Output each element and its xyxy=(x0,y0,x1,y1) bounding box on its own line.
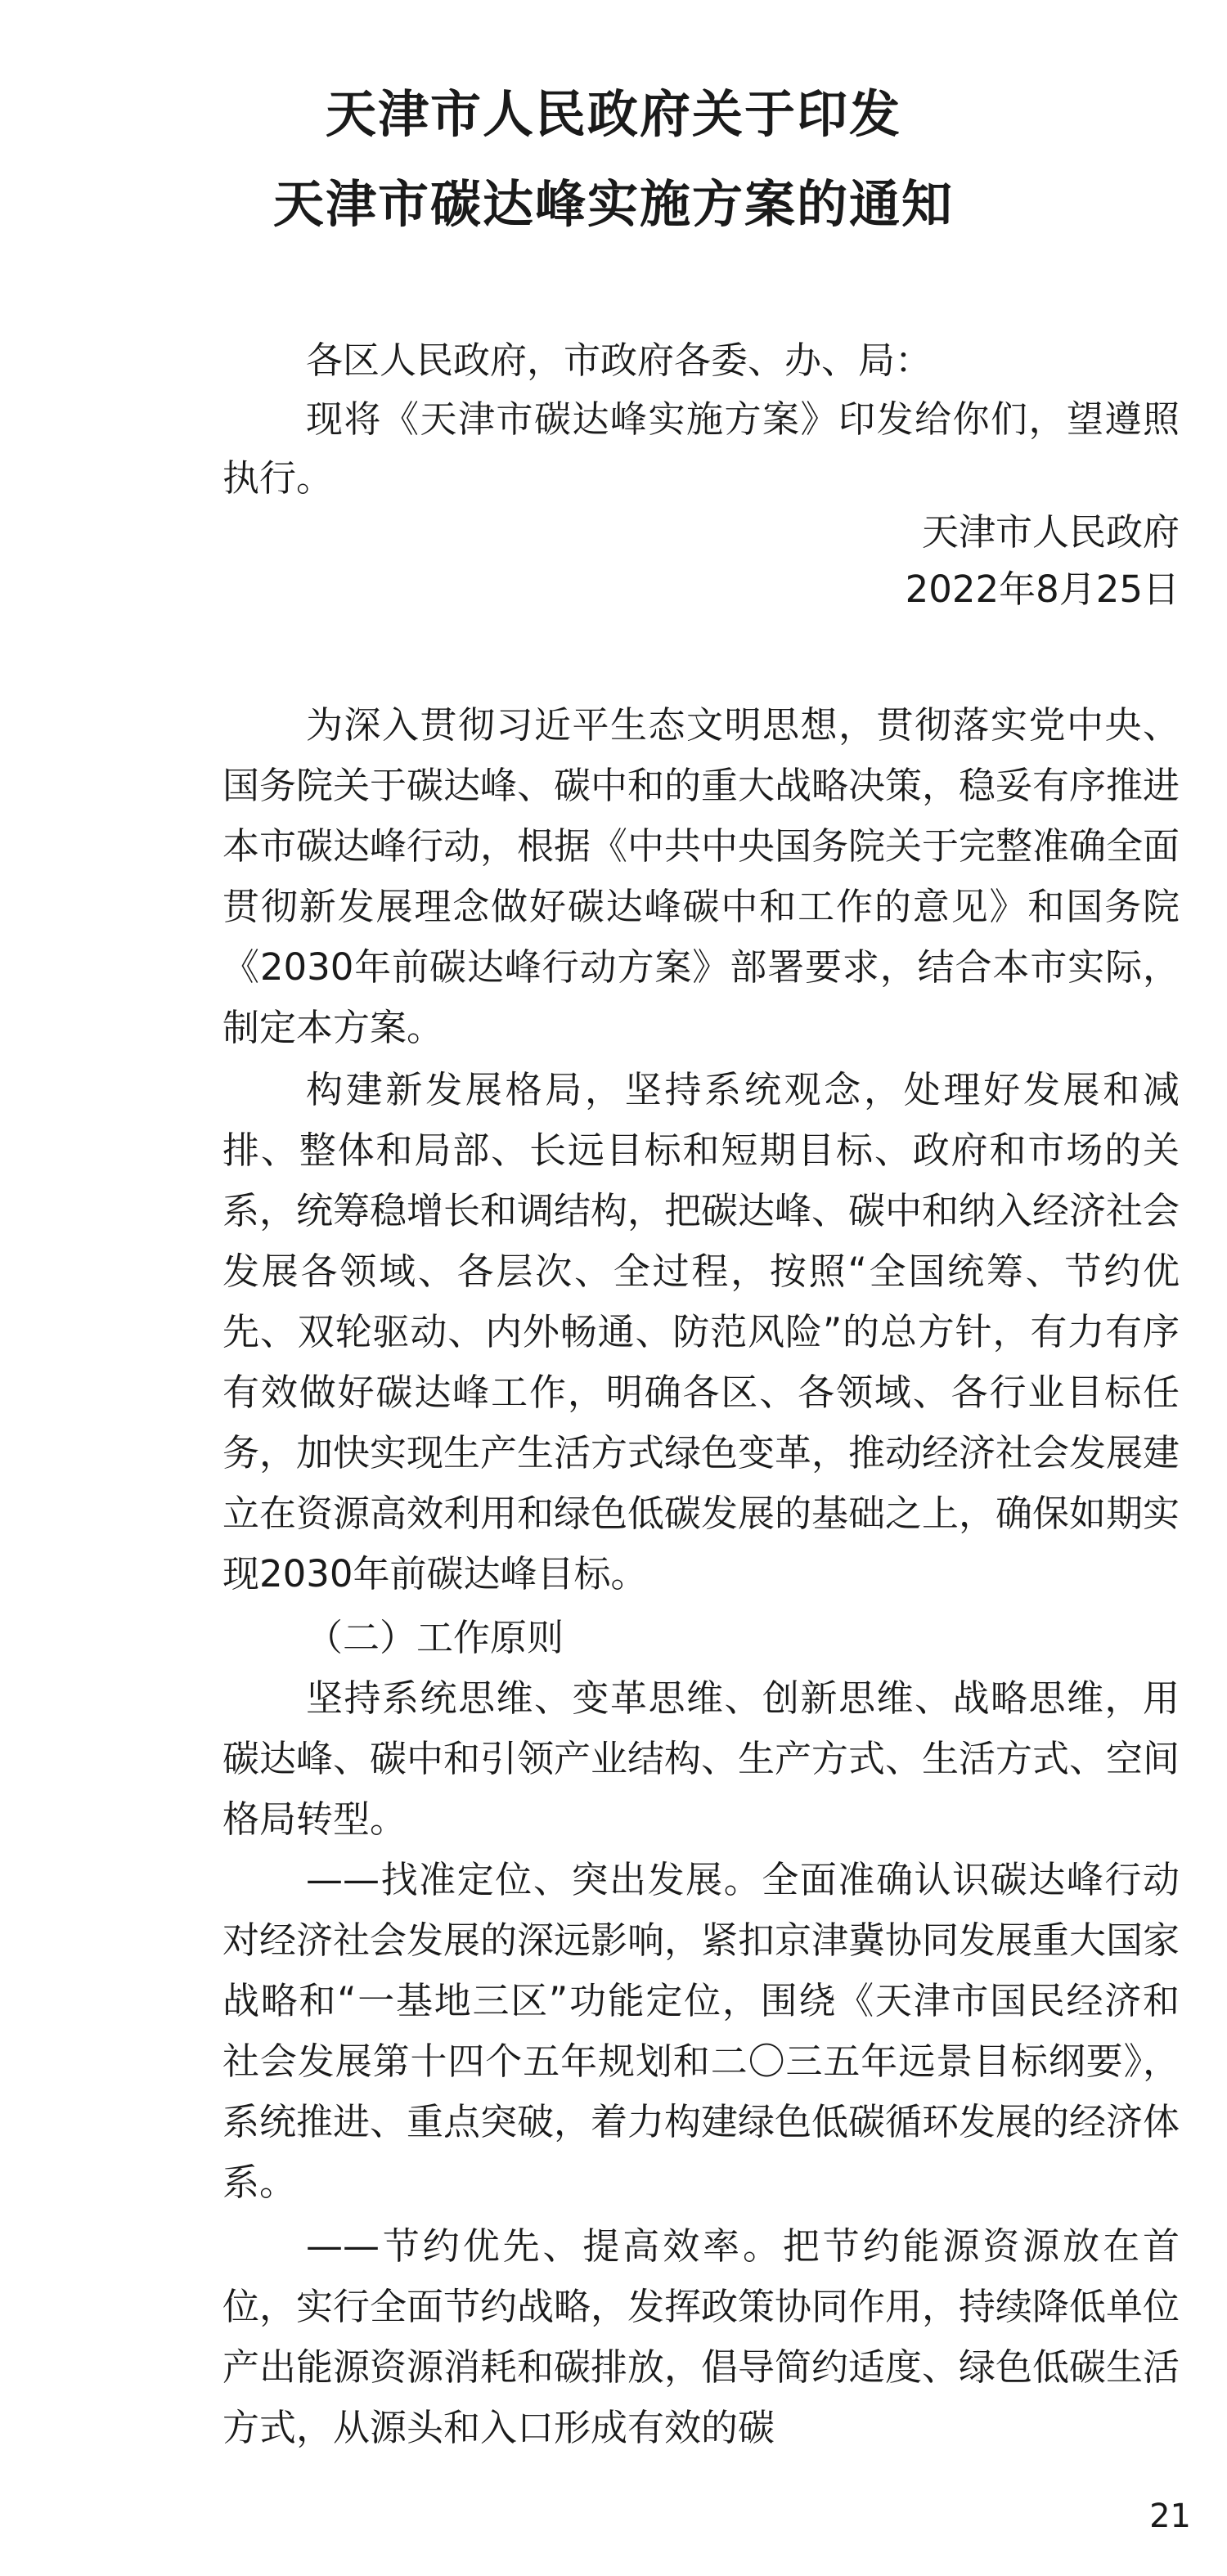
paragraph-conservation: ——节约优先、提高效率。把节约能源资源放在首位，实行全面节约战略，发挥政策协同作用，持续降低单位产出能源资源消耗和碳排放，倡导简约适度、绿色低碳生活方式，从源头和入口形成有效的碳 xyxy=(222,2224,1180,2449)
addressee: 各区人民政府，市政府各委、办、局： xyxy=(306,339,933,382)
paragraph-intro: 为深入贯彻习近平生态文明思想，贯彻落实党中央、国务院关于碳达峰、碳中和的重大战略决策，稳妥有序推进本市碳达峰行动，根据《中共中央国务院关于完整准确全面贯彻新发展理念做好碳达峰碳中和工作的意见》和国务院《2030年前碳达峰行动方案》部署要求，结合本市实际，制定本方案。 xyxy=(222,703,1180,1049)
document-title-line-2: 天津市碳达峰实施方案的通知 xyxy=(272,174,954,234)
section-heading-principles: （二）工作原则 xyxy=(306,1616,564,1659)
issuer-signature: 天津市人民政府 xyxy=(921,510,1180,554)
paragraph-positioning: ——找准定位、突出发展。全面准确认识碳达峰行动对经济社会发展的深远影响，紧扣京津冀协同发展重大国家战略和“一基地三区”功能定位，围绕《天津市国民经济和社会发展第十四个五年规划和二〇三五年远景目标纲要》，系统推进、重点突破，着力构建绿色低碳循环发展的经济体系。 xyxy=(222,1858,1180,2204)
issue-date: 2022年8月25日 xyxy=(905,568,1180,611)
notice-body: 现将《天津市碳达峰实施方案》印发给你们，望遵照执行。 xyxy=(222,397,1180,500)
document-title-line-1: 天津市人民政府关于印发 xyxy=(325,84,901,144)
paragraph-system-thinking: 坚持系统思维、变革思维、创新思维、战略思维，用碳达峰、碳中和引领产业结构、生产方式、生活方式、空间格局转型。 xyxy=(222,1676,1180,1841)
page-number: 21 xyxy=(1149,2497,1191,2535)
paragraph-guiding-thought: 构建新发展格局，坚持系统观念，处理好发展和减排、整体和局部、长远目标和短期目标、政府和市场的关系，统筹稳增长和调结构，把碳达峰、碳中和纳入经济社会发展各领域、各层次、全过程，按照“全国统筹、节约优先、双轮驱动、内外畅通、防范风险”的总方针，有力有序有效做好碳达峰工作，明确各区、各领域、各行业目标任务，加快实现生产生活方式绿色变革，推动经济社会发展建立在资源高效利用和绿色低碳发展的基础之上，确保如期实现2030年前碳达峰目标。 xyxy=(222,1068,1180,1595)
